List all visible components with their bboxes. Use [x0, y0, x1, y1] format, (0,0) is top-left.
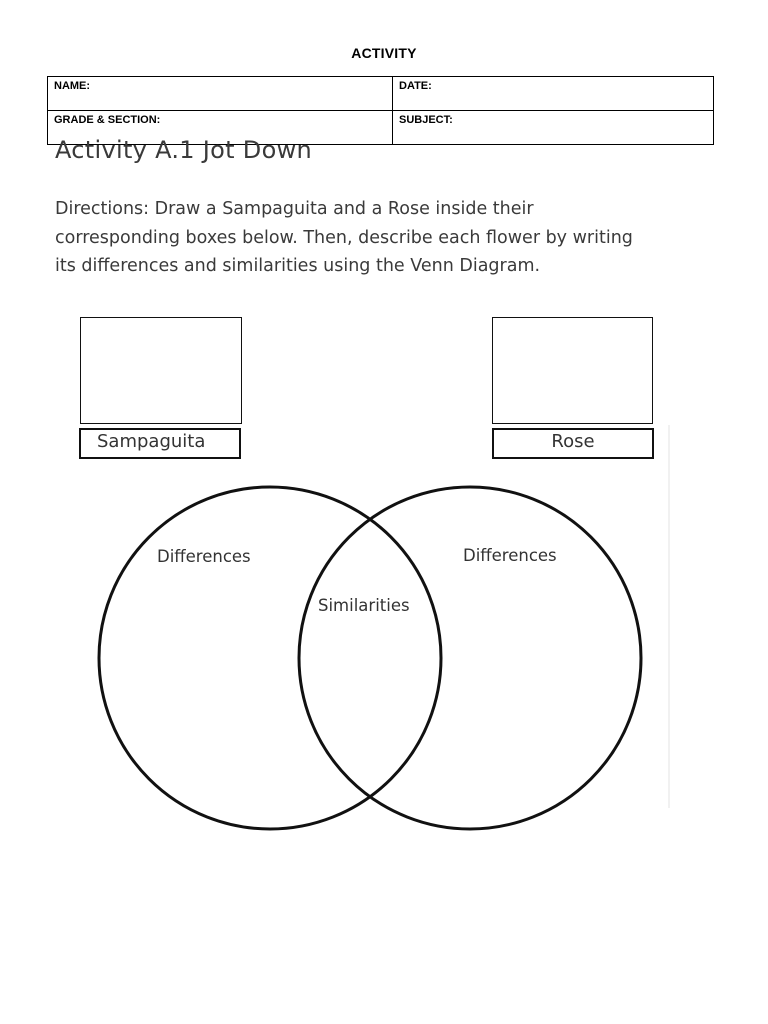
venn-left-label: Differences: [157, 547, 251, 566]
venn-center-label: Similarities: [318, 596, 410, 615]
page-title: ACTIVITY: [351, 45, 417, 61]
directions-line: Directions: Draw a Sampaguita and a Rose inside their: [55, 199, 534, 219]
date-field[interactable]: DATE:: [393, 77, 714, 111]
venn-right-circle[interactable]: [299, 487, 641, 829]
directions-line: its differences and similarities using the Venn Diagram.: [55, 256, 541, 276]
directions-line: corresponding boxes below. Then, describe each flower by writing: [55, 227, 633, 248]
rose-label: Rose: [492, 428, 654, 459]
venn-left-circle[interactable]: [99, 487, 441, 829]
grade-section-field[interactable]: GRADE & SECTION:: [48, 111, 393, 145]
sampaguita-label: Sampaguita: [79, 428, 241, 459]
name-field[interactable]: NAME:: [48, 77, 393, 111]
activity-heading: Activity A.1 Jot Down: [55, 136, 313, 164]
subject-field[interactable]: SUBJECT:: [393, 111, 714, 145]
venn-right-label: Differences: [463, 546, 557, 565]
